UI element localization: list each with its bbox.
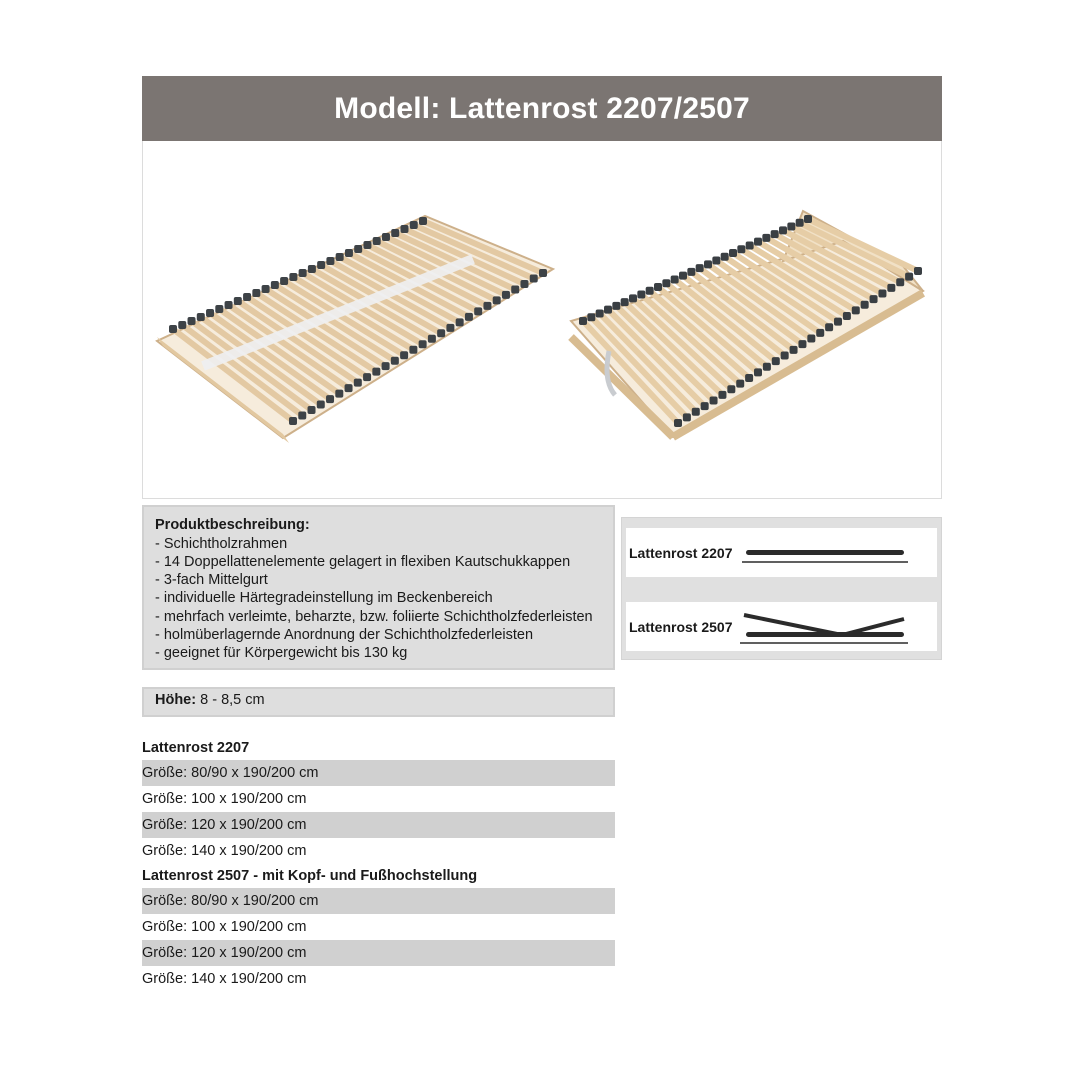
rubber-cap [243,293,251,301]
rubber-cap [335,390,343,398]
rubber-cap [729,249,737,257]
rubber-cap [637,291,645,299]
list-item: - 3-fach Mittelgurt [155,571,613,589]
rubber-cap [587,313,595,321]
type-row-2207 [626,528,937,577]
rubber-cap [843,312,851,320]
rubber-cap [654,283,662,291]
rubber-cap [804,215,812,223]
rubber-cap [391,357,399,365]
table-row: Größe: 140 x 190/200 cm [142,843,307,859]
rubber-cap [530,274,538,282]
rubber-cap [679,272,687,280]
rubber-cap [887,284,895,292]
rubber-cap [816,329,824,337]
rubber-cap [280,277,288,285]
rubber-cap [754,368,762,376]
header-bar [142,76,942,141]
rubber-cap [754,238,762,246]
rubber-cap [798,340,806,348]
rubber-cap [382,362,390,370]
rubber-cap [289,273,297,281]
rubber-cap [790,346,798,354]
rubber-cap [178,321,186,329]
rubber-cap [410,221,418,229]
rubber-cap [409,346,417,354]
list-item: - Schichtholzrahmen [155,535,613,553]
rubber-cap [299,269,307,277]
table-row: Größe: 80/90 x 190/200 cm [142,888,615,914]
rubber-cap [746,241,754,249]
rubber-cap [400,351,408,359]
adjustable-frame-icon [732,607,912,647]
rubber-cap [308,406,316,414]
rubber-cap [197,313,205,321]
rubber-cap [271,281,279,289]
rubber-cap [852,306,860,314]
rubber-cap [446,324,454,332]
rubber-cap [372,368,380,376]
rubber-cap [772,357,780,365]
size-table [142,736,615,992]
height-value: 8 - 8,5 cm [200,692,265,708]
rubber-cap [428,335,436,343]
rubber-cap [465,313,473,321]
rubber-cap [721,253,729,261]
rubber-cap [779,226,787,234]
rubber-cap [787,223,795,231]
rubber-cap [579,317,587,325]
rubber-cap [373,237,381,245]
lattenrost-2507-photo [571,211,923,437]
rubber-cap [914,267,922,275]
rubber-cap [382,233,390,241]
rubber-cap [621,298,629,306]
rubber-cap [326,257,334,265]
rubber-cap [718,391,726,399]
description-title: Produktbeschreibung: [155,517,310,533]
list-item: - individuelle Härtegradeinstellung im Beckenbereich [155,589,613,607]
list-item: - mehrfach verleimte, beharzte, bzw. foliierte Schichtholzfederleisten [155,608,613,626]
rubber-cap [745,374,753,382]
size-group-title: Lattenrost 2507 - mit Kopf- und Fußhochstellung [142,868,478,884]
list-item: - geeignet für Körpergewicht bis 130 kg [155,644,613,662]
rubber-cap [215,305,223,313]
table-row: Größe: 80/90 x 190/200 cm [142,760,615,786]
product-image-panel [142,141,942,499]
rubber-cap [834,318,842,326]
rubber-cap [736,380,744,388]
rubber-cap [502,291,510,299]
rubber-cap [762,234,770,242]
rubber-cap [629,294,637,302]
rubber-cap [456,318,464,326]
rubber-cap [345,249,353,257]
table-row: Größe: 120 x 190/200 cm [142,940,615,966]
rubber-cap [308,265,316,273]
size-group-title: Lattenrost 2207 [142,740,250,756]
rubber-cap [419,217,427,225]
rubber-cap [289,417,297,425]
rubber-cap [696,264,704,272]
rubber-cap [234,297,242,305]
rubber-cap [169,325,177,333]
rubber-cap [612,302,620,310]
product-description-panel [142,505,615,670]
rubber-cap [345,384,353,392]
type-row-2507 [626,602,937,651]
rubber-cap [701,402,709,410]
rubber-cap [771,230,779,238]
rubber-cap [326,395,334,403]
rubber-cap [604,306,612,314]
rubber-cap [763,363,771,371]
rubber-cap [206,309,214,317]
rubber-cap [400,225,408,233]
rubber-cap [861,301,869,309]
rubber-cap [511,285,519,293]
rubber-cap [252,289,260,297]
rubber-cap [493,296,501,304]
rubber-cap [391,229,399,237]
description-list [155,535,613,663]
rubber-cap [727,385,735,393]
rubber-cap [437,329,445,337]
product-photos [143,141,941,498]
rubber-cap [737,245,745,253]
rubber-cap [796,219,804,227]
rubber-cap [870,295,878,303]
rubber-cap [825,323,833,331]
rubber-cap [363,373,371,381]
table-row: Größe: 120 x 190/200 cm [142,812,615,838]
type-label: Lattenrost 2207 [629,544,733,561]
rubber-cap [712,257,720,265]
rubber-cap [662,279,670,287]
rubber-cap [671,275,679,283]
rubber-cap [692,408,700,416]
rubber-cap [317,401,325,409]
lattenrost-2207-photo [157,216,553,443]
rubber-cap [474,307,482,315]
rubber-cap [683,413,691,421]
rubber-cap [896,278,904,286]
rubber-cap [188,317,196,325]
rubber-cap [905,273,913,281]
rubber-cap [354,379,362,387]
rubber-cap [807,335,815,343]
rubber-cap [262,285,270,293]
type-label: Lattenrost 2507 [629,618,733,635]
rubber-cap [225,301,233,309]
table-row: Größe: 100 x 190/200 cm [142,919,307,935]
table-row: Größe: 100 x 190/200 cm [142,791,307,807]
rubber-cap [298,412,306,420]
height-panel [142,687,615,717]
rubber-cap [354,245,362,253]
rubber-cap [539,269,547,277]
rubber-cap [483,302,491,310]
table-row: Größe: 140 x 190/200 cm [142,971,307,987]
rubber-cap [674,419,682,427]
height-label: Höhe: [155,692,197,708]
rubber-cap [646,287,654,295]
rubber-cap [336,253,344,261]
page-title: Modell: Lattenrost 2207/2507 [334,91,750,125]
rubber-cap [520,280,528,288]
rubber-cap [419,340,427,348]
rubber-cap [710,396,718,404]
rubber-cap [596,309,604,317]
rubber-cap [317,261,325,269]
type-legend-panel [621,517,942,660]
list-item: - holmüberlagernde Anordnung der Schichtholzfederleisten [155,626,613,644]
flat-frame-icon [732,538,912,568]
rubber-cap [687,268,695,276]
rubber-cap [363,241,371,249]
rubber-cap [704,260,712,268]
list-item: - 14 Doppellattenelemente gelagert in flexiben Kautschukkappen [155,553,613,571]
rubber-cap [781,351,789,359]
rubber-cap [878,290,886,298]
